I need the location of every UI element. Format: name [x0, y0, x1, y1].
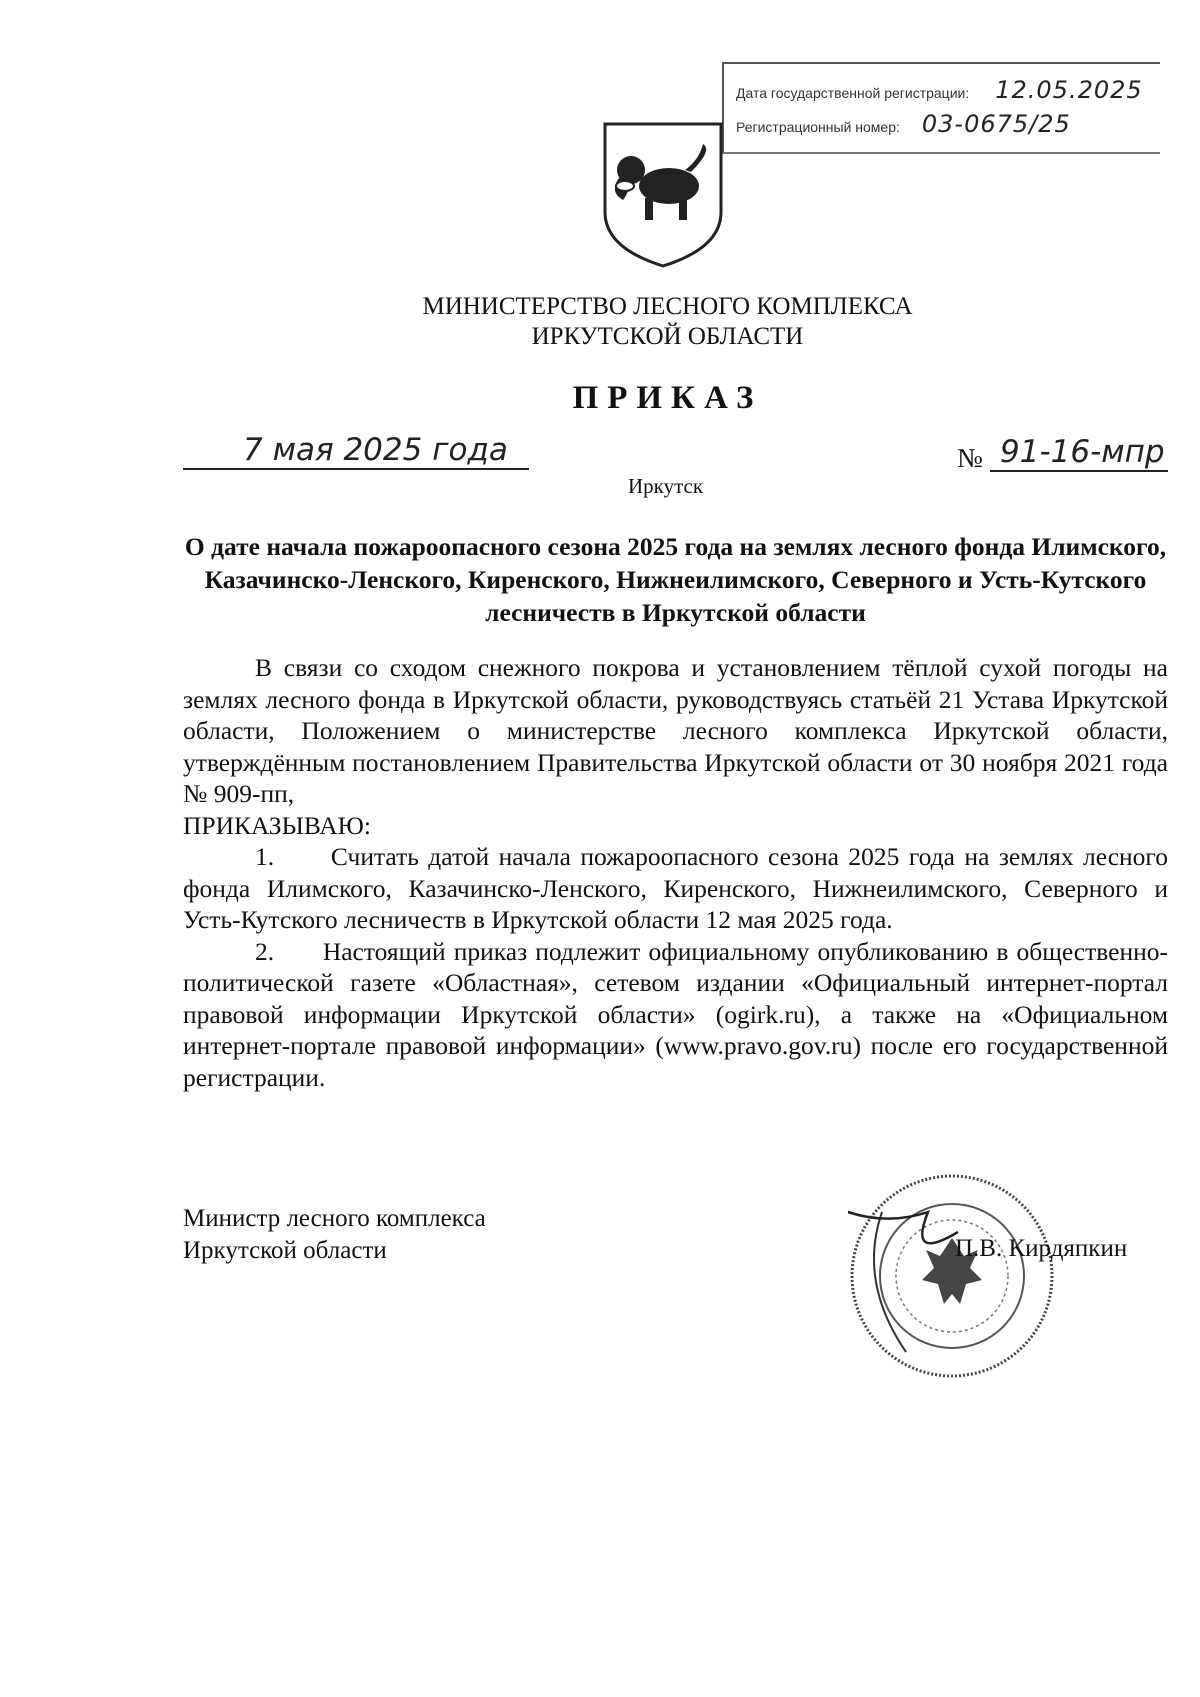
number-underline	[990, 470, 1168, 472]
registration-number-row	[736, 110, 1071, 138]
handwritten-date: 7 мая 2025 года	[243, 432, 508, 468]
document-heading: О дате начала пожароопасного сезона 2025 года на землях лесного фонда Илимского, Казачинско-Ленского, Киренского, Нижнеилимского, Северного и Усть-Кутского лесничеств в Иркутской области	[184, 532, 1167, 627]
signatory-name: П.В. Кирдяпкин	[955, 1235, 1128, 1262]
registration-date-value: 12.05.2025	[995, 76, 1143, 104]
position-line-1: Министр лесного комплекса	[183, 1205, 486, 1232]
number-sign: №	[957, 443, 983, 473]
list-item	[183, 936, 1168, 1094]
registration-stamp	[722, 62, 1160, 154]
date-underline	[183, 468, 529, 470]
city-name: Иркутск	[628, 474, 704, 498]
document-body	[183, 652, 1168, 1093]
handwritten-number: 91-16-мпр	[1000, 434, 1165, 470]
registration-number-value: 03-0675/25	[921, 110, 1071, 138]
preamble-paragraph: В связи со сходом снежного покрова и установлением тёплой сухой погоды на землях лесного фонда в Иркутской области, руководствуясь статьёй 21 Устава Иркутской области, Положением о министерстве лесного комплекса Иркутской области, утверждённым постановлением Правительства Иркутской области от 30 ноября 2021 года № 909-пп,	[183, 653, 1168, 808]
item-number: 2.	[255, 936, 275, 966]
coat-of-arms-icon	[601, 120, 725, 268]
list-item	[183, 841, 1168, 936]
ministry-line-1: МИНИСТЕРСТВО ЛЕСНОГО КОМПЛЕКСА	[422, 293, 913, 320]
registration-date-label: Дата государственной регистрации:	[736, 85, 970, 101]
registration-number-label: Регистрационный номер:	[736, 119, 900, 135]
position-line-2: Иркутской области	[183, 1237, 387, 1264]
signatory-position	[183, 1203, 486, 1267]
ministry-name	[0, 292, 1200, 352]
item-number: 1.	[255, 842, 275, 871]
ministry-line-2: ИРКУТСКОЙ ОБЛАСТИ	[531, 323, 804, 350]
order-title: ПРИКАЗ	[572, 380, 763, 416]
official-seal-icon	[848, 1172, 1056, 1380]
item-text: Настоящий приказ подлежит официальному опубликованию в общественно-политической газете «Областная», сетевом издании «Официальный интернет-портал правовой информации Иркутской области» (ogirk.ru), а также на «Официальном интернет-портале правовой информации» (www.pravo.gov.ru) после его государственной регистрации.	[183, 936, 1168, 1092]
order-word: ПРИКАЗЫВАЮ:	[183, 810, 371, 840]
item-text: Считать датой начала пожароопасного сезона 2025 года на землях лесного фонда Илимского, Казачинско-Ленского, Киренского, Нижнеилимского, Северного и Усть-Кутского лесничеств в Иркутской области 12 мая 2025 года.	[183, 842, 1168, 934]
registration-date-row	[736, 76, 1143, 104]
